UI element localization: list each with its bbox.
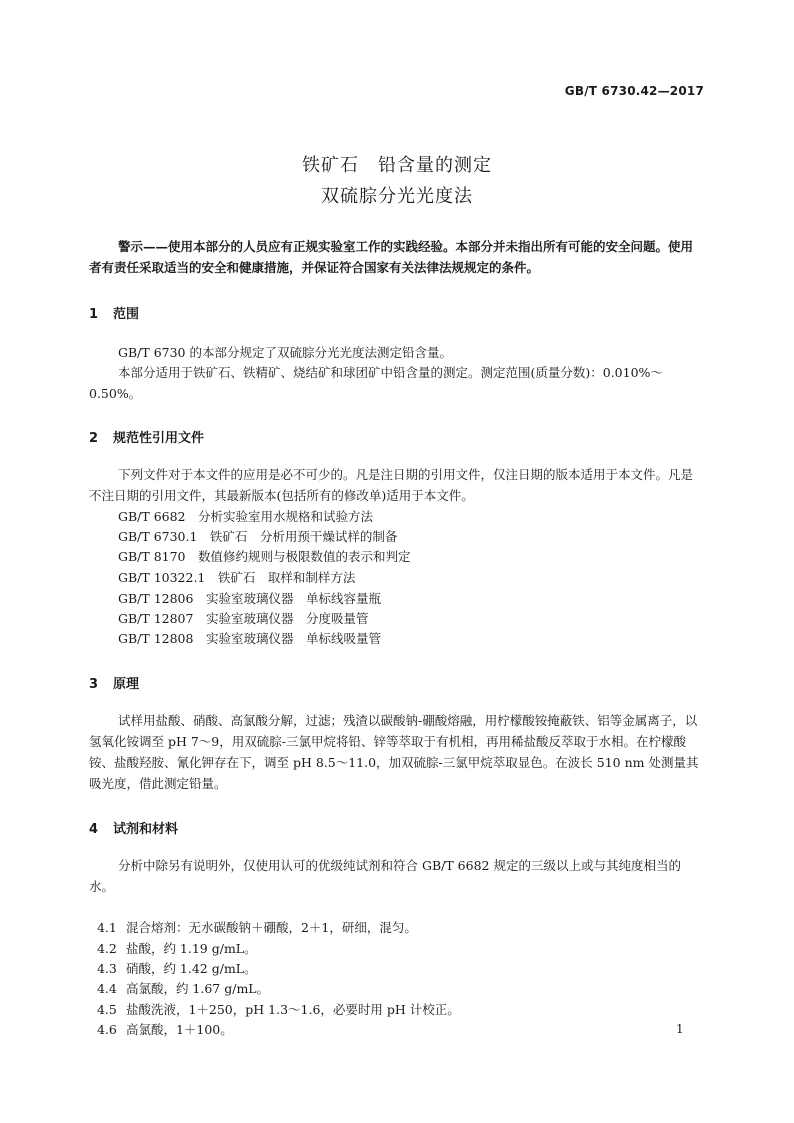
reagent-number: 4.3 bbox=[96, 961, 117, 976]
reference-item: GB/T 6682 分析实验室用水规格和试验方法 bbox=[118, 509, 374, 524]
reference-item: GB/T 10322.1 铁矿石 取样和制样方法 bbox=[118, 570, 356, 585]
reagent-number: 4.5 bbox=[96, 1002, 117, 1017]
section-number: 2 bbox=[89, 431, 99, 446]
reference-item: GB/T 12806 实验室玻璃仪器 单标线容量瓶 bbox=[118, 591, 381, 606]
standard-code: GB/T 6730.42—2017 bbox=[564, 84, 704, 98]
section-title: 范围 bbox=[113, 307, 140, 322]
warning-paragraph: 警示——使用本部分的人员应有正规实验室工作的实践经验。本部分并未指出所有可能的安全问题。使用者有责任采取适当的安全和健康措施，并保证符合国家有关法律法规规定的条件。 bbox=[89, 239, 694, 275]
scope-paragraph-2: 本部分适用于铁矿石、铁精矿、烧结矿和球团矿中铅含量的测定。测定范围(质量分数)：0.010%～0.50%。 bbox=[89, 365, 663, 401]
reagent-text: 硝酸，约 1.42 g/mL。 bbox=[125, 961, 257, 976]
section-heading-principle bbox=[89, 673, 139, 692]
section-number: 1 bbox=[89, 307, 99, 322]
reagent-number: 4.2 bbox=[96, 941, 117, 956]
reagent-text: 盐酸，约 1.19 g/mL。 bbox=[125, 941, 257, 956]
reagent-number: 4.1 bbox=[96, 920, 117, 935]
section-heading-scope bbox=[89, 303, 139, 322]
reagent-number: 4.6 bbox=[96, 1022, 117, 1037]
reagent-text: 高氯酸，约 1.67 g/mL。 bbox=[125, 981, 270, 996]
principle-paragraph: 试样用盐酸、硝酸、高氯酸分解，过滤；残渣以碳酸钠-硼酸熔融，用柠檬酸铵掩蔽铁、铝等金属离子，以氢氧化铵调至 pH 7～9，用双硫腙-三氯甲烷将铅、锌等萃取于有机相，再用稀盐酸反萃取于水相。在柠檬酸铵、盐酸羟胺、氰化钾存在下，调至 pH 8.5～11.0，加双硫腙-三氯甲烷萃取显色。在波长 510 nm 处测量其吸光度，借此测定铅量。 bbox=[89, 713, 699, 791]
section-heading-reagents bbox=[89, 818, 178, 837]
document-subtitle: 双硫腙分光光度法 bbox=[321, 186, 473, 207]
reference-item: GB/T 12807 实验室玻璃仪器 分度吸量管 bbox=[118, 611, 369, 626]
section-number: 4 bbox=[89, 822, 99, 837]
reference-item: GB/T 6730.1 铁矿石 分析用预干燥试样的制备 bbox=[118, 529, 398, 544]
reference-item: GB/T 8170 数值修约规则与极限数值的表示和判定 bbox=[118, 549, 411, 564]
reference-item: GB/T 12808 实验室玻璃仪器 单标线吸量管 bbox=[118, 631, 381, 646]
section-number: 3 bbox=[89, 677, 99, 692]
references-intro-paragraph: 下列文件对于本文件的应用是必不可少的。凡是注日期的引用文件，仅注日期的版本适用于本文件。凡是不注日期的引用文件，其最新版本(包括所有的修改单)适用于本文件。 bbox=[89, 467, 694, 503]
section-heading-normative-references bbox=[89, 427, 204, 446]
reagent-number: 4.4 bbox=[96, 981, 117, 996]
page-number: 1 bbox=[676, 1022, 684, 1036]
section-title: 规范性引用文件 bbox=[113, 431, 205, 446]
scope-paragraph-1: GB/T 6730 的本部分规定了双硫腙分光光度法测定铅含量。 bbox=[118, 345, 452, 360]
section-title: 试剂和材料 bbox=[113, 822, 179, 837]
reagent-item bbox=[89, 1000, 233, 1040]
reagent-text: 混合熔剂：无水碳酸钠＋硼酸，2＋1，研细，混匀。 bbox=[125, 920, 417, 935]
reagent-text: 高氯酸，1＋100。 bbox=[125, 1022, 233, 1037]
reagent-text: 盐酸洗液，1＋250，pH 1.3～1.6，必要时用 pH 计校正。 bbox=[125, 1002, 460, 1017]
reagents-intro-paragraph: 分析中除另有说明外，仅使用认可的优级纯试剂和符合 GB/T 6682 规定的三级以上或与其纯度相当的水。 bbox=[89, 858, 681, 894]
document-title: 铁矿石 铅含量的测定 bbox=[302, 155, 492, 176]
section-title: 原理 bbox=[113, 677, 140, 692]
